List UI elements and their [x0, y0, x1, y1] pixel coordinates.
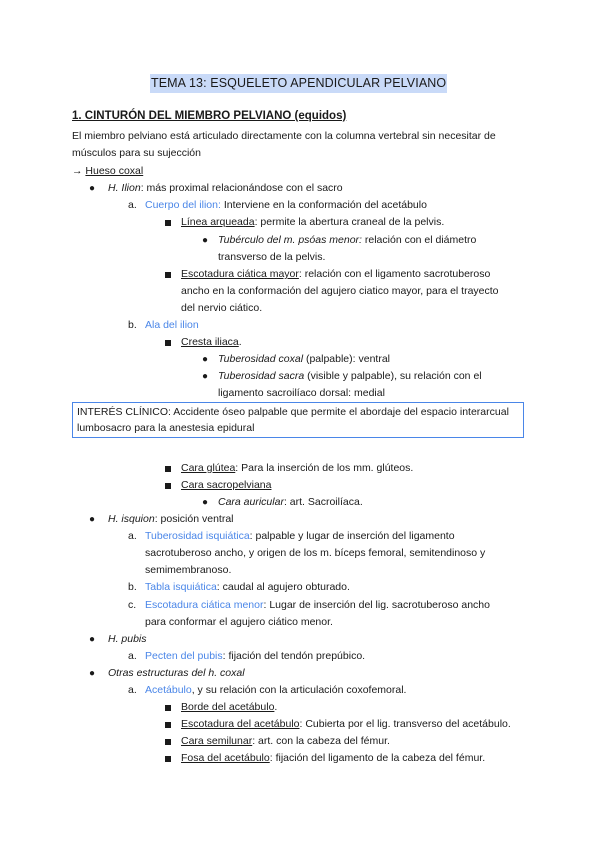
borde-acetabulo-line	[181, 699, 277, 716]
clinical-interest-callout	[72, 402, 524, 438]
tuberosidad-isquiatica-line	[145, 528, 455, 545]
tuberosidad-sacra-term: Tuberosidad sacra	[218, 370, 305, 382]
cara-semilunar-line	[181, 733, 390, 750]
tuberculo-line	[218, 232, 476, 249]
tuberosidad-coxal-term: Tuberosidad coxal	[218, 353, 304, 365]
bullet-square-icon	[165, 272, 171, 278]
marker-b: b.	[128, 319, 137, 331]
cuerpo-ilion-line	[145, 197, 427, 214]
escotadura-acetabulo-desc: : Cubierta por el lig. transverso del acetábulo.	[299, 718, 511, 730]
bullet-square-icon	[165, 705, 171, 711]
bullet-disc-icon: ●	[89, 514, 96, 525]
marker-b: b.	[128, 581, 137, 593]
escotadura-mayor-desc-1: : relación con el ligamento sacrotuberoso	[298, 268, 491, 280]
intro-line-2: músculos para su sujección	[72, 147, 201, 159]
escotadura-mayor-desc-3: del nervio ciático.	[181, 302, 263, 314]
pubis-name: H. pubis	[108, 633, 147, 645]
cara-semilunar-desc: : art. con la cabeza del fémur.	[252, 735, 390, 747]
fosa-acetabulo-desc: : fijación del ligamento de la cabeza del fémur.	[269, 752, 486, 764]
pecten-line	[145, 648, 365, 665]
cara-glutea-desc: : Para la inserción de los mm. glúteos.	[235, 462, 414, 474]
bullet-disc-icon: ●	[202, 354, 209, 365]
cresta-iliaca-end: .	[238, 336, 242, 348]
bullet-square-icon	[165, 722, 171, 728]
cara-glutea-line	[181, 460, 413, 477]
tabla-isquiatica-line	[145, 579, 350, 596]
section-heading: 1. CINTURÓN DEL MIEMBRO PELVIANO (equidos)	[72, 110, 347, 122]
bullet-square-icon	[165, 340, 171, 346]
acetabulo-desc: , y su relación con la articulación coxofemoral.	[191, 684, 407, 696]
tuberculo-desc-1: relación con el diámetro	[364, 234, 477, 246]
callout-line-1: INTERÉS CLÍNICO: Accidente óseo palpable que permite el abordaje del espacio interarcual	[77, 406, 509, 418]
ilion-name: H. Ilion	[108, 182, 141, 194]
cara-auricular-term: Cara auricular	[218, 496, 284, 508]
bullet-disc-icon: ●	[89, 668, 96, 679]
isquion-desc: : posición ventral	[154, 513, 234, 525]
tuberosidad-isquiatica-desc-3: semimembranoso.	[145, 564, 232, 576]
bullet-square-icon	[165, 466, 171, 472]
escotadura-mayor-term: Escotadura ciática mayor	[181, 268, 299, 280]
bullet-square-icon	[165, 483, 171, 489]
tuberosidad-sacra-desc: (visible y palpable), su relación con el	[304, 370, 482, 382]
pecten-term: Pecten del pubis	[145, 650, 223, 662]
escotadura-mayor-line	[181, 266, 490, 283]
acetabulo-line	[145, 682, 406, 699]
escotadura-menor-desc-1: : Lugar de inserción del lig. sacrotuberoso ancho	[263, 599, 490, 611]
escotadura-menor-desc-2: para conformar el agujero ciático menor.	[145, 616, 333, 628]
tuberosidad-sacra-line	[218, 368, 482, 385]
escotadura-acetabulo-term: Escotadura del acetábulo	[181, 718, 300, 730]
bullet-disc-icon: ●	[202, 371, 209, 382]
marker-c: c.	[128, 599, 137, 611]
tabla-isquiatica-term: Tabla isquiática	[145, 581, 217, 593]
linea-arqueada-term: Línea arqueada	[181, 216, 255, 228]
linea-arqueada-line	[181, 214, 444, 231]
tuberosidad-coxal-desc: (palpable): ventral	[303, 353, 390, 365]
linea-arqueada-desc: : permite la abertura craneal de la pelvis.	[254, 216, 445, 228]
tuberosidad-isquiatica-desc-2: sacrotuberoso ancho, y origen de los m. bíceps femoral, semitendinoso y	[145, 547, 486, 559]
marker-a: a.	[128, 199, 137, 211]
tuberosidad-sacra-desc-2: ligamento sacroilíaco dorsal: medial	[218, 387, 385, 399]
borde-acetabulo-term: Borde del acetábulo	[181, 701, 275, 713]
bullet-disc-icon: ●	[89, 634, 96, 645]
pecten-desc: : fijación del tendón prepúbico.	[222, 650, 366, 662]
hueso-coxal-line	[72, 163, 143, 180]
marker-a: a.	[128, 650, 137, 662]
cuerpo-ilion-desc: Interviene en la conformación del acetábulo	[223, 199, 427, 211]
callout-line-2: lumbosacro para la anestesia epidural	[77, 422, 255, 434]
ilion-line	[108, 180, 343, 197]
fosa-acetabulo-term: Fosa del acetábulo	[181, 752, 270, 764]
escotadura-menor-line	[145, 597, 490, 614]
otras-estructuras: Otras estructuras del h. coxal	[108, 667, 245, 679]
cara-auricular-desc: : art. Sacroilíaca.	[283, 496, 363, 508]
cresta-iliaca-line	[181, 334, 242, 351]
fosa-acetabulo-line	[181, 750, 485, 767]
cara-sacropelviana-term: Cara sacropelviana	[181, 479, 272, 491]
acetabulo-term: Acetábulo	[145, 684, 192, 696]
escotadura-menor-term: Escotadura ciática menor	[145, 599, 264, 611]
cresta-iliaca-term: Cresta iliaca	[181, 336, 239, 348]
tuberosidad-isquiatica-desc-1: : palpable y lugar de inserción del ligamento	[249, 530, 455, 542]
ilion-desc: : más proximal relacionándose con el sacro	[140, 182, 343, 194]
tuberosidad-isquiatica-term: Tuberosidad isquiática	[145, 530, 250, 542]
tuberculo-desc-2: transverso de la pelvis.	[218, 251, 326, 263]
cara-glutea-term: Cara glútea	[181, 462, 236, 474]
hueso-coxal-label: Hueso coxal	[85, 165, 144, 177]
cuerpo-ilion-term: Cuerpo del ilion:	[145, 199, 221, 211]
escotadura-mayor-desc-2: ancho en la conformación del agujero ciatico mayor, para el trayecto	[181, 285, 499, 297]
cara-auricular-line	[218, 494, 363, 511]
tuberosidad-coxal-line	[218, 351, 390, 368]
isquion-line	[108, 511, 234, 528]
cara-semilunar-term: Cara semilunar	[181, 735, 253, 747]
bullet-disc-icon: ●	[202, 235, 209, 246]
arrow-icon: →	[72, 165, 83, 177]
bullet-square-icon	[165, 220, 171, 226]
escotadura-acetabulo-line	[181, 716, 511, 733]
bullet-square-icon	[165, 739, 171, 745]
tuberculo-term: Tubérculo del m. psóas menor:	[218, 234, 362, 246]
page-title: TEMA 13: ESQUELETO APENDICULAR PELVIANO	[150, 74, 447, 93]
isquion-name: H. isquion	[108, 513, 155, 525]
marker-a: a.	[128, 530, 137, 542]
tabla-isquiatica-desc: : caudal al agujero obturado.	[216, 581, 350, 593]
ala-ilion-term: Ala del ilion	[145, 319, 199, 331]
borde-acetabulo-end: .	[274, 701, 278, 713]
marker-a: a.	[128, 684, 137, 696]
intro-line-1: El miembro pelviano está articulado directamente con la columna vertebral sin necesitar de	[72, 130, 496, 142]
bullet-disc-icon: ●	[202, 497, 209, 508]
bullet-square-icon	[165, 756, 171, 762]
bullet-disc-icon: ●	[89, 183, 96, 194]
